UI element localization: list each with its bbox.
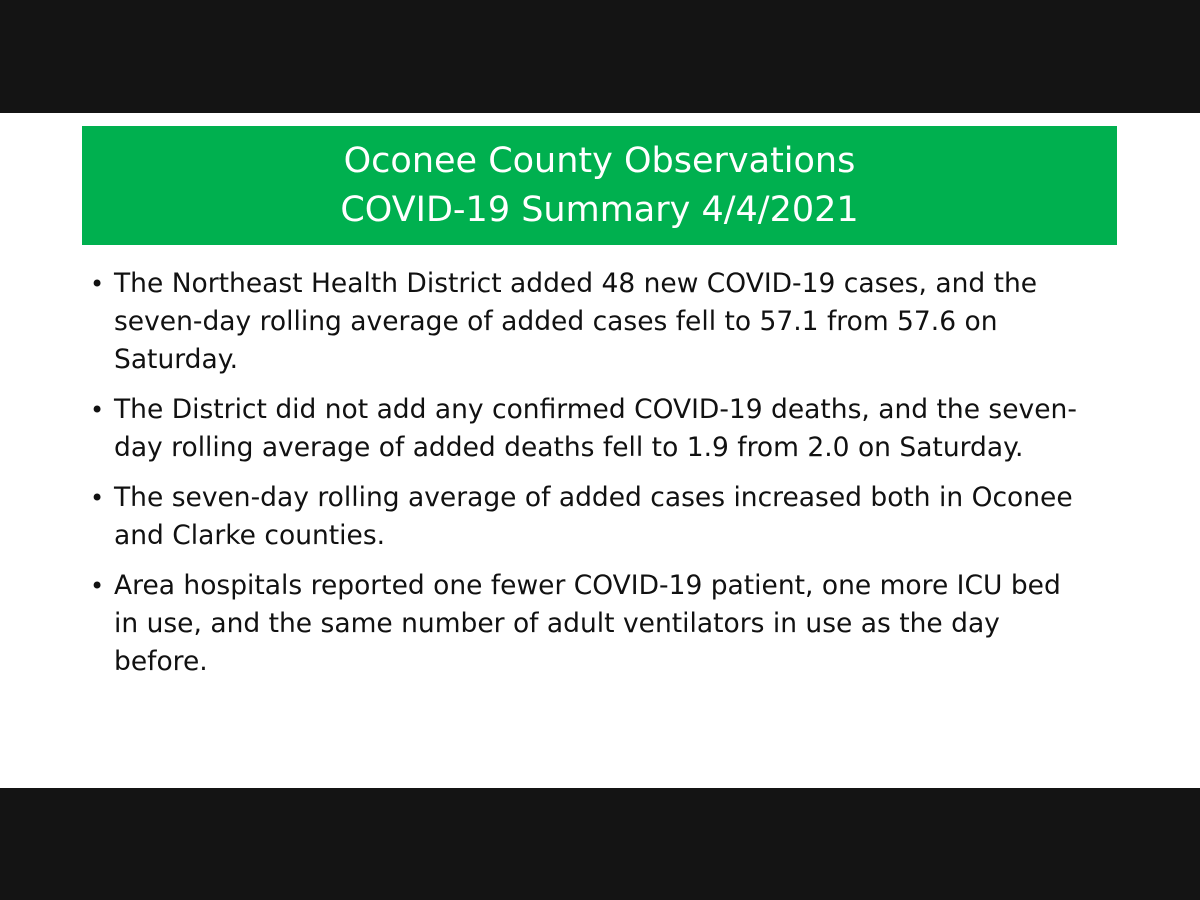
title-banner	[82, 126, 1117, 245]
bullet-text: Area hospitals reported one fewer COVID-19 patient, one more ICU bed in use, and the same number of adult ventilators in use as the day before.	[114, 570, 1061, 677]
bullet-dot-icon: •	[90, 270, 105, 298]
bullet-item	[90, 567, 1090, 681]
letterbox-bottom	[0, 788, 1200, 900]
bullet-list	[90, 265, 1090, 693]
slide	[0, 113, 1200, 788]
bullet-item	[90, 391, 1090, 467]
bullet-item	[90, 265, 1090, 379]
bullet-dot-icon: •	[90, 396, 105, 424]
bullet-text: The seven-day rolling average of added cases increased both in Oconee and Clarke counties.	[114, 482, 1073, 551]
title-line-1: Oconee County Observations	[343, 140, 856, 181]
bullet-dot-icon: •	[90, 572, 105, 600]
bullet-text: The Northeast Health District added 48 new COVID-19 cases, and the seven-day rolling average of added cases fell to 57.1 from 57.6 on Saturday.	[114, 268, 1038, 375]
letterbox-top	[0, 0, 1200, 113]
title-line-2: COVID-19 Summary 4/4/2021	[340, 189, 859, 230]
bullet-item	[90, 479, 1090, 555]
bullet-text: The District did not add any confirmed COVID-19 deaths, and the seven-day rolling average of added deaths fell to 1.9 from 2.0 on Saturday.	[114, 394, 1077, 463]
bullet-dot-icon: •	[90, 484, 105, 512]
